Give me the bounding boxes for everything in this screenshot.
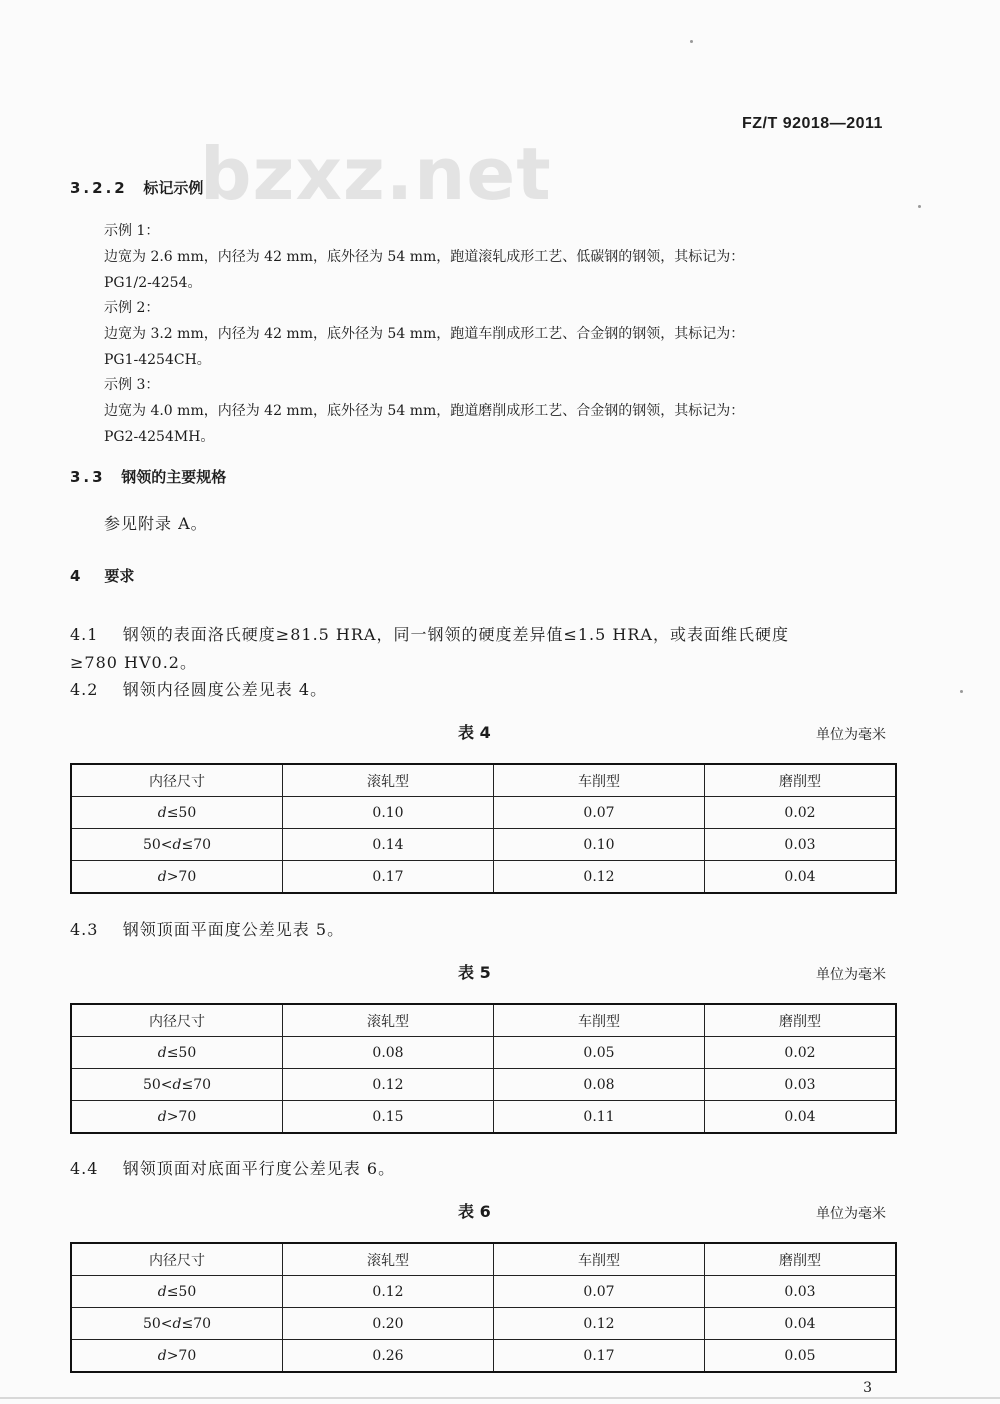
table-cell: 0.07 (494, 797, 705, 829)
table-header-row (71, 764, 896, 797)
table-row (71, 829, 896, 861)
table-cell: 0.10 (494, 829, 705, 861)
page-number: 3 (863, 1380, 872, 1396)
example-3-label: 示例 3： (104, 377, 160, 393)
example-3-desc: 边宽为 4.0 mm，内径为 42 mm，底外径为 54 mm，跑道磨削成形工艺、合金钢的钢领，其标记为： (104, 403, 745, 419)
header-cell: 内径尺寸 (71, 764, 283, 797)
table-row (71, 1276, 896, 1308)
standard-number: FZ/T 92018—2011 (742, 115, 883, 132)
watermark: bzxz.net (200, 132, 552, 216)
section-number: 4 (70, 567, 84, 585)
table-cell: 50<d≤70 (71, 1308, 283, 1340)
table-cell: 0.08 (494, 1069, 705, 1101)
header-cell: 磨削型 (705, 1243, 897, 1276)
section-number: 4.1 (70, 625, 99, 644)
table-cell: 0.17 (283, 861, 494, 894)
table-cell: 0.12 (494, 1308, 705, 1340)
table-row (71, 861, 896, 894)
section-title: 标记示例 (143, 179, 204, 197)
example-1-desc: 边宽为 2.6 mm，内径为 42 mm，底外径为 54 mm，跑道滚轧成形工艺、低碳钢的钢领，其标记为： (104, 249, 745, 265)
section-number: 3.2.2 (70, 179, 128, 197)
table-cell: 0.26 (283, 1340, 494, 1373)
table-cell: 50<d≤70 (71, 1069, 283, 1101)
table-6-unit: 单位为毫米 (816, 1206, 886, 1222)
example-3-code: PG2-4254MH。 (104, 429, 215, 445)
section-number: 4.4 (70, 1159, 99, 1178)
section-4-1-line2: ≥780 HV0.2。 (70, 653, 197, 672)
table-header-row (71, 1004, 896, 1037)
header-cell: 内径尺寸 (71, 1004, 283, 1037)
table-cell: 0.05 (494, 1037, 705, 1069)
table-row (71, 797, 896, 829)
table-cell: 0.14 (283, 829, 494, 861)
header-cell: 磨削型 (705, 764, 897, 797)
table-6 (70, 1242, 897, 1373)
scan-speck (960, 690, 963, 693)
table-4-caption: 表 4 (458, 723, 491, 742)
section-title: 要求 (104, 567, 135, 585)
table-cell: d>70 (71, 1340, 283, 1373)
section-3-3-heading (70, 466, 226, 487)
table-row (71, 1340, 896, 1373)
header-cell: 滚轧型 (283, 764, 494, 797)
example-2-code: PG1-4254CH。 (104, 352, 211, 368)
table-cell: 0.02 (705, 797, 897, 829)
table-cell: 0.12 (494, 861, 705, 894)
table-5-unit: 单位为毫米 (816, 967, 886, 983)
table-6-caption: 表 6 (458, 1202, 491, 1221)
table-5-caption: 表 5 (458, 963, 491, 982)
table-cell: 0.03 (705, 1276, 897, 1308)
table-cell: 0.07 (494, 1276, 705, 1308)
table-cell: 0.02 (705, 1037, 897, 1069)
table-cell: 0.12 (283, 1069, 494, 1101)
section-3-3-body: 参见附录 A。 (104, 514, 208, 533)
section-number: 4.2 (70, 680, 99, 699)
scan-speck (690, 40, 693, 43)
table-cell: 0.03 (705, 1069, 897, 1101)
table-row (71, 1037, 896, 1069)
table-cell: 0.11 (494, 1101, 705, 1134)
section-number: 4.3 (70, 920, 99, 939)
section-4-4: 4.4 钢领顶面对底面平行度公差见表 6。 (70, 1159, 396, 1178)
table-cell: 0.08 (283, 1037, 494, 1069)
table-cell: 0.05 (705, 1340, 897, 1373)
table-cell: d>70 (71, 861, 283, 894)
section-4-heading (70, 565, 134, 586)
table-cell: d≤50 (71, 1037, 283, 1069)
table-cell: 50<d≤70 (71, 829, 283, 861)
table-header-row (71, 1243, 896, 1276)
table-cell: d≤50 (71, 797, 283, 829)
header-cell: 车削型 (494, 1243, 705, 1276)
section-4-3: 4.3 钢领顶面平面度公差见表 5。 (70, 920, 345, 939)
scan-speck (918, 205, 921, 208)
header-cell: 滚轧型 (283, 1004, 494, 1037)
table-cell: 0.12 (283, 1276, 494, 1308)
table-cell: d≤50 (71, 1276, 283, 1308)
section-3-2-2-heading (70, 177, 203, 198)
section-4-1-line1: 4.1 钢领的表面洛氏硬度≥81.5 HRA，同一钢领的硬度差异值≤1.5 HRA，或表面维氏硬度 (70, 625, 789, 644)
header-cell: 内径尺寸 (71, 1243, 283, 1276)
table-4-unit: 单位为毫米 (816, 727, 886, 743)
section-4-2: 4.2 钢领内径圆度公差见表 4。 (70, 680, 328, 699)
table-cell: 0.04 (705, 1308, 897, 1340)
header-cell: 车削型 (494, 764, 705, 797)
table-cell: 0.03 (705, 829, 897, 861)
table-cell: 0.20 (283, 1308, 494, 1340)
section-title: 钢领的主要规格 (121, 468, 227, 486)
header-cell: 磨削型 (705, 1004, 897, 1037)
example-1-label: 示例 1： (104, 223, 160, 239)
example-2-desc: 边宽为 3.2 mm，内径为 42 mm，底外径为 54 mm，跑道车削成形工艺、合金钢的钢领，其标记为： (104, 326, 745, 342)
table-row (71, 1308, 896, 1340)
table-row (71, 1101, 896, 1134)
table-cell: 0.17 (494, 1340, 705, 1373)
table-4 (70, 763, 897, 894)
table-cell: 0.04 (705, 861, 897, 894)
table-cell: 0.04 (705, 1101, 897, 1134)
example-1-code: PG1/2-4254。 (104, 275, 202, 291)
section-number: 3.3 (70, 468, 106, 486)
table-cell: d>70 (71, 1101, 283, 1134)
header-cell: 滚轧型 (283, 1243, 494, 1276)
header-cell: 车削型 (494, 1004, 705, 1037)
page-bottom-edge (0, 1397, 1000, 1399)
example-2-label: 示例 2： (104, 300, 160, 316)
table-cell: 0.15 (283, 1101, 494, 1134)
table-cell: 0.10 (283, 797, 494, 829)
table-row (71, 1069, 896, 1101)
table-5 (70, 1003, 897, 1134)
